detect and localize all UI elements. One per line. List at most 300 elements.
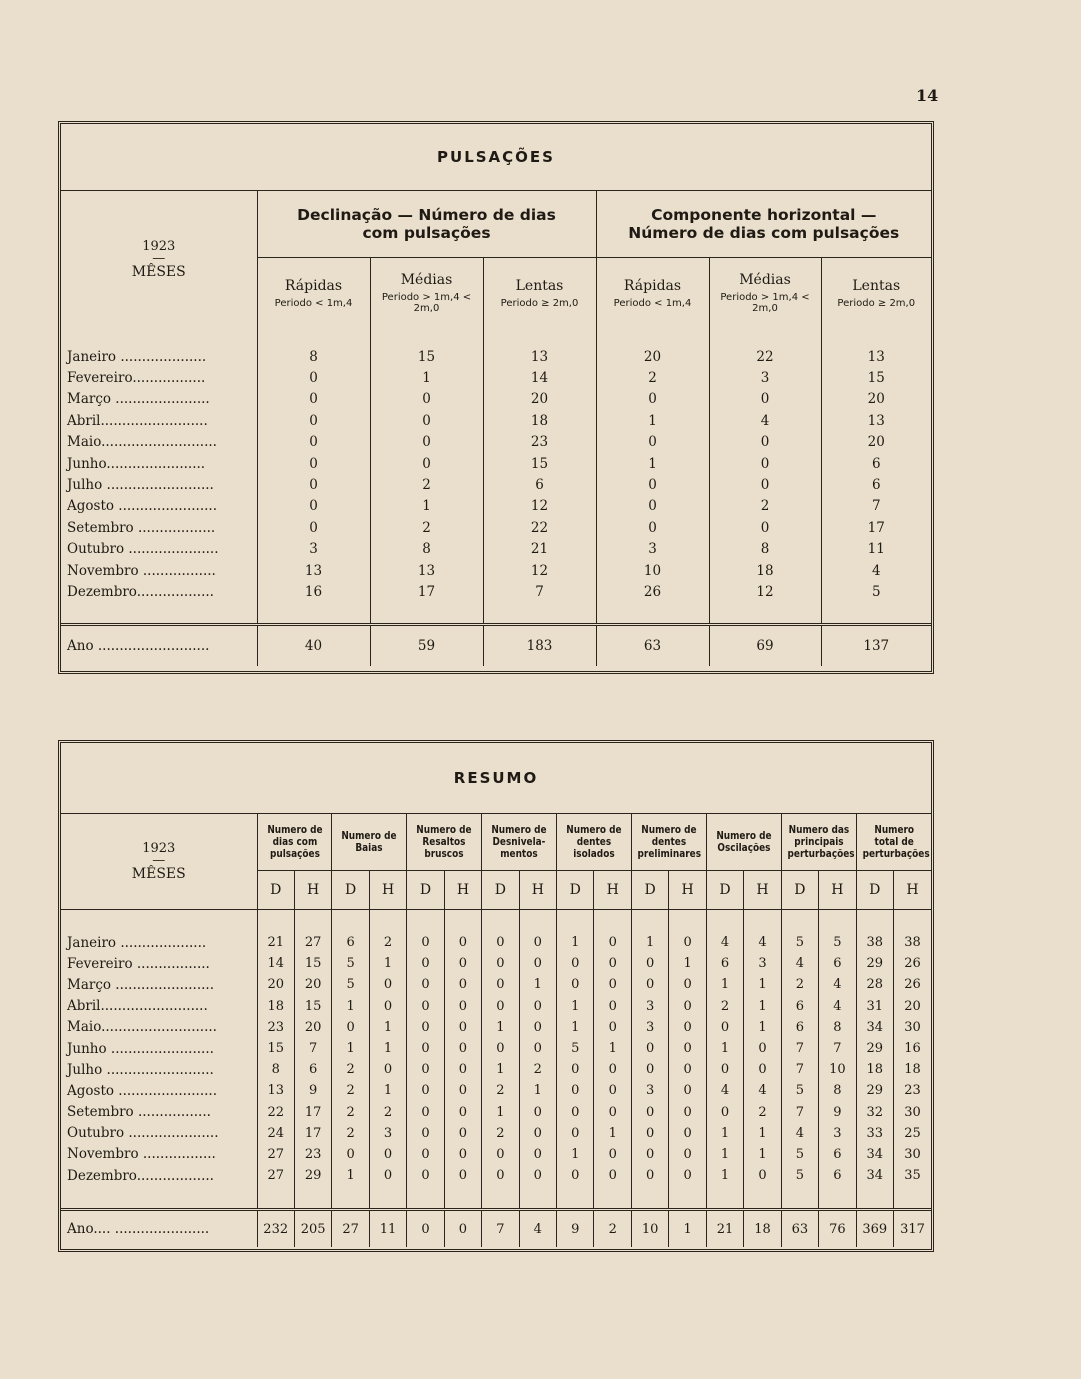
subcol-header [483, 258, 596, 329]
subcol-header [370, 258, 483, 329]
cell-value: 0 [709, 389, 821, 410]
cell-value: 22 [257, 1102, 294, 1123]
cell-value: 18 [483, 410, 596, 431]
cell-value: 1 [744, 1144, 781, 1165]
cell-value: 0 [709, 517, 821, 538]
cell-value: 7 [821, 496, 931, 517]
group-header [257, 814, 332, 871]
cell-value: 18 [257, 996, 294, 1017]
month-label: Abril......................... [67, 998, 208, 1015]
cell-value: 40 [257, 624, 370, 666]
cell-value: 1 [332, 1038, 369, 1059]
cell-value: 6 [706, 953, 743, 974]
cell-value: 0 [594, 953, 631, 974]
cell-value: 0 [444, 1165, 481, 1210]
cell-value: 30 [894, 1144, 931, 1165]
group-label: Numero de Oscilações [716, 830, 772, 854]
table-row [61, 432, 931, 453]
cell-value: 1 [482, 1102, 519, 1123]
group-label: Numero de dentes isolados [566, 824, 622, 860]
cell-value: 0 [557, 1059, 594, 1080]
cell-value: 1 [332, 1165, 369, 1210]
cell-value: 2 [709, 496, 821, 517]
month-label: Março ....................... [67, 976, 215, 993]
cell-value: 0 [631, 1059, 668, 1080]
cell-value: 2 [332, 1080, 369, 1101]
cell-value: 205 [294, 1210, 331, 1248]
cell-value: 0 [709, 474, 821, 495]
cell-value: 63 [781, 1210, 818, 1248]
cell-value: 0 [594, 1059, 631, 1080]
group-label: Numero total de perturbações [862, 824, 930, 860]
table-row [61, 1102, 931, 1123]
table-row [61, 1017, 931, 1038]
cell-value: 29 [856, 953, 893, 974]
cell-value: 10 [596, 560, 709, 581]
cell-value: 0 [631, 1102, 668, 1123]
table-row [61, 367, 931, 388]
cell-value: 1 [332, 996, 369, 1017]
cell-value: 18 [894, 1059, 931, 1080]
cell-value: 232 [257, 1210, 294, 1248]
cell-value: 0 [444, 1059, 481, 1080]
cell-value: 31 [856, 996, 893, 1017]
cell-value: 4 [781, 953, 818, 974]
cell-value: 0 [744, 1059, 781, 1080]
cell-value: 0 [557, 1165, 594, 1210]
cell-value: 0 [407, 1210, 444, 1248]
subcol-name: Rápidas [284, 277, 343, 294]
group-header [781, 814, 856, 871]
cell-value: 3 [631, 1080, 668, 1101]
cell-value: 0 [407, 1059, 444, 1080]
cell-value: 4 [819, 974, 856, 995]
page-number: 14 [916, 86, 939, 105]
cell-value: 27 [332, 1210, 369, 1248]
cell-value: 5 [781, 910, 818, 954]
cell-value: 0 [631, 1038, 668, 1059]
table-row [61, 1144, 931, 1165]
subcol-name: Rápidas [623, 277, 682, 294]
cell-value: 0 [706, 1102, 743, 1123]
month-label: Março ...................... [67, 391, 210, 408]
cell-value: 18 [856, 1059, 893, 1080]
cell-value: 16 [257, 581, 370, 624]
cell-value: 0 [519, 996, 556, 1017]
cell-value: 38 [894, 910, 931, 954]
cell-value: 32 [856, 1102, 893, 1123]
cell-value: 0 [370, 410, 483, 431]
cell-value: 0 [669, 1123, 706, 1144]
cell-value: 26 [894, 974, 931, 995]
cell-value: 0 [444, 953, 481, 974]
group-header [332, 814, 407, 871]
cell-value: 0 [709, 453, 821, 474]
d-header: D [482, 871, 519, 910]
cell-value: 0 [257, 496, 370, 517]
cell-value: 0 [669, 1165, 706, 1210]
cell-value: 12 [483, 560, 596, 581]
cell-value: 1 [596, 453, 709, 474]
cell-value: 5 [332, 974, 369, 995]
cell-value: 0 [669, 1144, 706, 1165]
cell-value: 0 [369, 974, 406, 995]
cell-value: 14 [483, 367, 596, 388]
cell-value: 0 [482, 1038, 519, 1059]
cell-value: 20 [257, 974, 294, 995]
cell-value: 0 [594, 1165, 631, 1210]
cell-value: 0 [519, 953, 556, 974]
cell-value: 0 [407, 1123, 444, 1144]
cell-value: 0 [407, 974, 444, 995]
total-row [61, 624, 931, 666]
cell-value: 0 [631, 953, 668, 974]
cell-value: 0 [407, 953, 444, 974]
cell-value: 0 [631, 1144, 668, 1165]
cell-value: 20 [294, 1017, 331, 1038]
cell-value: 34 [856, 1165, 893, 1210]
h-header: H [894, 871, 931, 910]
cell-value: 5 [332, 953, 369, 974]
group-header [407, 814, 482, 871]
cell-value: 20 [483, 389, 596, 410]
cell-value: 0 [407, 1038, 444, 1059]
cell-value: 20 [821, 389, 931, 410]
cell-value: 0 [444, 1144, 481, 1165]
cell-value: 15 [370, 328, 483, 367]
cell-value: 0 [407, 1102, 444, 1123]
cell-value: 26 [894, 953, 931, 974]
componente-header: Componente horizontal — Número de dias com pulsações [596, 191, 931, 258]
cell-value: 4 [709, 410, 821, 431]
cell-value: 7 [482, 1210, 519, 1248]
cell-value: 29 [294, 1165, 331, 1210]
cell-value: 13 [257, 560, 370, 581]
cell-value: 0 [709, 432, 821, 453]
month-label: Ano.... ...................... [67, 1221, 210, 1238]
cell-value: 1 [482, 1017, 519, 1038]
month-label: Agosto ....................... [67, 498, 217, 515]
cell-value: 23 [294, 1144, 331, 1165]
cell-value: 1 [631, 910, 668, 954]
h-header: H [519, 871, 556, 910]
cell-value: 0 [631, 1165, 668, 1210]
subcol-cond: Periodo > 1m,4 < 2m,0 [720, 292, 810, 314]
group-label: Numero das principais perturbações [787, 824, 855, 860]
subcol-cond: Periodo > 1m,4 < 2m,0 [381, 292, 472, 314]
cell-value: 1 [557, 1017, 594, 1038]
cell-value: 0 [519, 910, 556, 954]
resumo-grid [61, 813, 931, 1247]
cell-value: 0 [444, 974, 481, 995]
subcol-name: Lentas [852, 277, 901, 294]
cell-value: 1 [744, 1123, 781, 1144]
cell-value: 6 [781, 996, 818, 1017]
cell-value: 1 [744, 996, 781, 1017]
cell-value: 8 [819, 1080, 856, 1101]
cell-value: 0 [407, 996, 444, 1017]
subcol-cond: Periodo ≥ 2m,0 [837, 297, 916, 309]
cell-value: 0 [557, 1102, 594, 1123]
month-label: Outubro ..................... [67, 541, 219, 558]
table-row [61, 1038, 931, 1059]
cell-value: 1 [369, 1038, 406, 1059]
cell-value: 0 [519, 1017, 556, 1038]
month-label: Dezembro.................. [67, 583, 214, 600]
table-row [61, 974, 931, 995]
year-months-header: 1923 — MÊSES [61, 191, 257, 329]
year-label: 1923 [142, 841, 176, 856]
cell-value: 2 [519, 1059, 556, 1080]
cell-value: 7 [781, 1059, 818, 1080]
group-label: Numero de Desnivela-mentos [491, 824, 547, 860]
cell-value: 1 [596, 410, 709, 431]
cell-value: 0 [669, 996, 706, 1017]
d-header: D [856, 871, 893, 910]
h-header: H [819, 871, 856, 910]
month-label: Fevereiro ................. [67, 955, 210, 972]
cell-value: 13 [257, 1080, 294, 1101]
cell-value: 4 [781, 1123, 818, 1144]
cell-value: 10 [819, 1059, 856, 1080]
cell-value: 1 [369, 1080, 406, 1101]
cell-value: 0 [369, 996, 406, 1017]
cell-value: 0 [557, 953, 594, 974]
cell-value: 5 [821, 581, 931, 624]
cell-value: 29 [856, 1038, 893, 1059]
cell-value: 0 [407, 1017, 444, 1038]
cell-value: 6 [819, 1144, 856, 1165]
cell-value: 0 [631, 974, 668, 995]
cell-value: 0 [557, 974, 594, 995]
cell-value: 6 [821, 474, 931, 495]
table-row [61, 910, 931, 954]
subcol-name: Médias [739, 272, 791, 288]
cell-value: 0 [482, 996, 519, 1017]
pulsacoes-table [58, 121, 934, 674]
cell-value: 0 [669, 910, 706, 954]
cell-value: 35 [894, 1165, 931, 1210]
table-row [61, 581, 931, 624]
cell-value: 0 [482, 953, 519, 974]
cell-value: 0 [370, 389, 483, 410]
cell-value: 20 [821, 432, 931, 453]
cell-value: 38 [856, 910, 893, 954]
cell-value: 6 [819, 1165, 856, 1210]
cell-value: 1 [669, 953, 706, 974]
cell-value: 0 [669, 1017, 706, 1038]
cell-value: 4 [744, 910, 781, 954]
cell-value: 0 [257, 517, 370, 538]
cell-value: 17 [370, 581, 483, 624]
cell-value: 0 [594, 1144, 631, 1165]
cell-value: 1 [594, 1123, 631, 1144]
group-label: Numero de Resaltos bruscos [416, 824, 472, 860]
cell-value: 15 [294, 996, 331, 1017]
cell-value: 0 [744, 1038, 781, 1059]
cell-value: 1 [557, 910, 594, 954]
cell-value: 0 [669, 1059, 706, 1080]
cell-value: 59 [370, 624, 483, 666]
cell-value: 0 [594, 1017, 631, 1038]
cell-value: 0 [482, 1165, 519, 1210]
cell-value: 17 [821, 517, 931, 538]
cell-value: 8 [370, 539, 483, 560]
resumo-table [58, 740, 934, 1252]
subcol-header [257, 258, 370, 329]
cell-value: 0 [332, 1144, 369, 1165]
cell-value: 1 [669, 1210, 706, 1248]
cell-value: 6 [294, 1059, 331, 1080]
cell-value: 15 [294, 953, 331, 974]
cell-value: 8 [257, 1059, 294, 1080]
month-label: Maio........................... [67, 1019, 217, 1036]
cell-value: 0 [669, 1102, 706, 1123]
h-header: H [594, 871, 631, 910]
cell-value: 6 [819, 953, 856, 974]
cell-value: 3 [596, 539, 709, 560]
cell-value: 0 [370, 453, 483, 474]
table-row [61, 1059, 931, 1080]
cell-value: 23 [483, 432, 596, 453]
cell-value: 1 [706, 974, 743, 995]
cell-value: 34 [856, 1144, 893, 1165]
cell-value: 2 [369, 1102, 406, 1123]
cell-value: 0 [519, 1165, 556, 1210]
group-header [856, 814, 931, 871]
months-label: MÊSES [131, 264, 186, 280]
group-header [557, 814, 632, 871]
h-header: H [744, 871, 781, 910]
cell-value: 1 [706, 1144, 743, 1165]
cell-value: 1 [706, 1038, 743, 1059]
cell-value: 2 [706, 996, 743, 1017]
cell-value: 5 [781, 1080, 818, 1101]
month-label: Setembro ................. [67, 1104, 211, 1121]
group-header [706, 814, 781, 871]
month-label: Agosto ....................... [67, 1082, 217, 1099]
month-label: Abril......................... [67, 412, 208, 429]
cell-value: 5 [819, 910, 856, 954]
cell-value: 11 [821, 539, 931, 560]
cell-value: 7 [483, 581, 596, 624]
month-label: Novembro ................. [67, 1146, 216, 1163]
cell-value: 7 [819, 1038, 856, 1059]
month-label: Janeiro .................... [67, 934, 207, 951]
cell-value: 1 [482, 1059, 519, 1080]
cell-value: 0 [257, 389, 370, 410]
table-row [61, 496, 931, 517]
cell-value: 0 [407, 910, 444, 954]
cell-value: 4 [821, 560, 931, 581]
cell-value: 3 [744, 953, 781, 974]
group-header [631, 814, 706, 871]
cell-value: 0 [557, 1123, 594, 1144]
cell-value: 21 [706, 1210, 743, 1248]
table-row [61, 539, 931, 560]
month-label: Janeiro .................... [67, 348, 207, 365]
cell-value: 183 [483, 624, 596, 666]
cell-value: 23 [894, 1080, 931, 1101]
cell-value: 0 [557, 1080, 594, 1101]
cell-value: 1 [370, 367, 483, 388]
cell-value: 3 [257, 539, 370, 560]
cell-value: 15 [821, 367, 931, 388]
d-header: D [781, 871, 818, 910]
year-label: 1923 [142, 239, 176, 254]
cell-value: 21 [483, 539, 596, 560]
cell-value: 0 [257, 410, 370, 431]
table-row [61, 1080, 931, 1101]
cell-value: 0 [444, 1038, 481, 1059]
resumo-title: RESUMO [453, 769, 539, 787]
table-row [61, 328, 931, 367]
cell-value: 6 [821, 453, 931, 474]
cell-value: 0 [482, 910, 519, 954]
cell-value: 2 [482, 1080, 519, 1101]
cell-value: 0 [519, 1144, 556, 1165]
month-label: Ano .......................... [67, 637, 210, 654]
cell-value: 27 [294, 910, 331, 954]
cell-value: 0 [444, 1080, 481, 1101]
h-header: H [669, 871, 706, 910]
cell-value: 11 [369, 1210, 406, 1248]
cell-value: 6 [781, 1017, 818, 1038]
cell-value: 0 [706, 1017, 743, 1038]
month-label: Junho ........................ [67, 1040, 214, 1057]
month-label: Dezembro.................. [67, 1167, 214, 1184]
month-label: Outubro ..................... [67, 1125, 219, 1142]
cell-value: 0 [444, 996, 481, 1017]
cell-value: 0 [706, 1059, 743, 1080]
cell-value: 0 [332, 1017, 369, 1038]
cell-value: 0 [444, 1017, 481, 1038]
cell-value: 1 [744, 1017, 781, 1038]
cell-value: 9 [557, 1210, 594, 1248]
cell-value: 0 [257, 367, 370, 388]
cell-value: 7 [781, 1102, 818, 1123]
d-header: D [407, 871, 444, 910]
cell-value: 0 [370, 432, 483, 453]
cell-value: 1 [744, 974, 781, 995]
cell-value: 137 [821, 624, 931, 666]
group-label: Numero de dentes preliminares [637, 824, 701, 860]
cell-value: 2 [594, 1210, 631, 1248]
cell-value: 1 [706, 1123, 743, 1144]
cell-value: 13 [821, 410, 931, 431]
cell-value: 4 [706, 910, 743, 954]
cell-value: 0 [369, 1059, 406, 1080]
table-row [61, 953, 931, 974]
subcol-cond: Periodo ≥ 2m,0 [500, 297, 579, 309]
cell-value: 0 [444, 1123, 481, 1144]
cell-value: 0 [669, 1038, 706, 1059]
subcol-cond: Periodo < 1m,4 [274, 297, 353, 309]
cell-value: 6 [483, 474, 596, 495]
cell-value: 0 [519, 1038, 556, 1059]
cell-value: 28 [856, 974, 893, 995]
cell-value: 33 [856, 1123, 893, 1144]
cell-value: 4 [819, 996, 856, 1017]
month-label: Novembro ................. [67, 562, 216, 579]
cell-value: 23 [257, 1017, 294, 1038]
cell-value: 1 [519, 974, 556, 995]
cell-value: 13 [483, 328, 596, 367]
cell-value: 10 [631, 1210, 668, 1248]
cell-value: 0 [369, 1144, 406, 1165]
cell-value: 4 [706, 1080, 743, 1101]
cell-value: 16 [894, 1038, 931, 1059]
